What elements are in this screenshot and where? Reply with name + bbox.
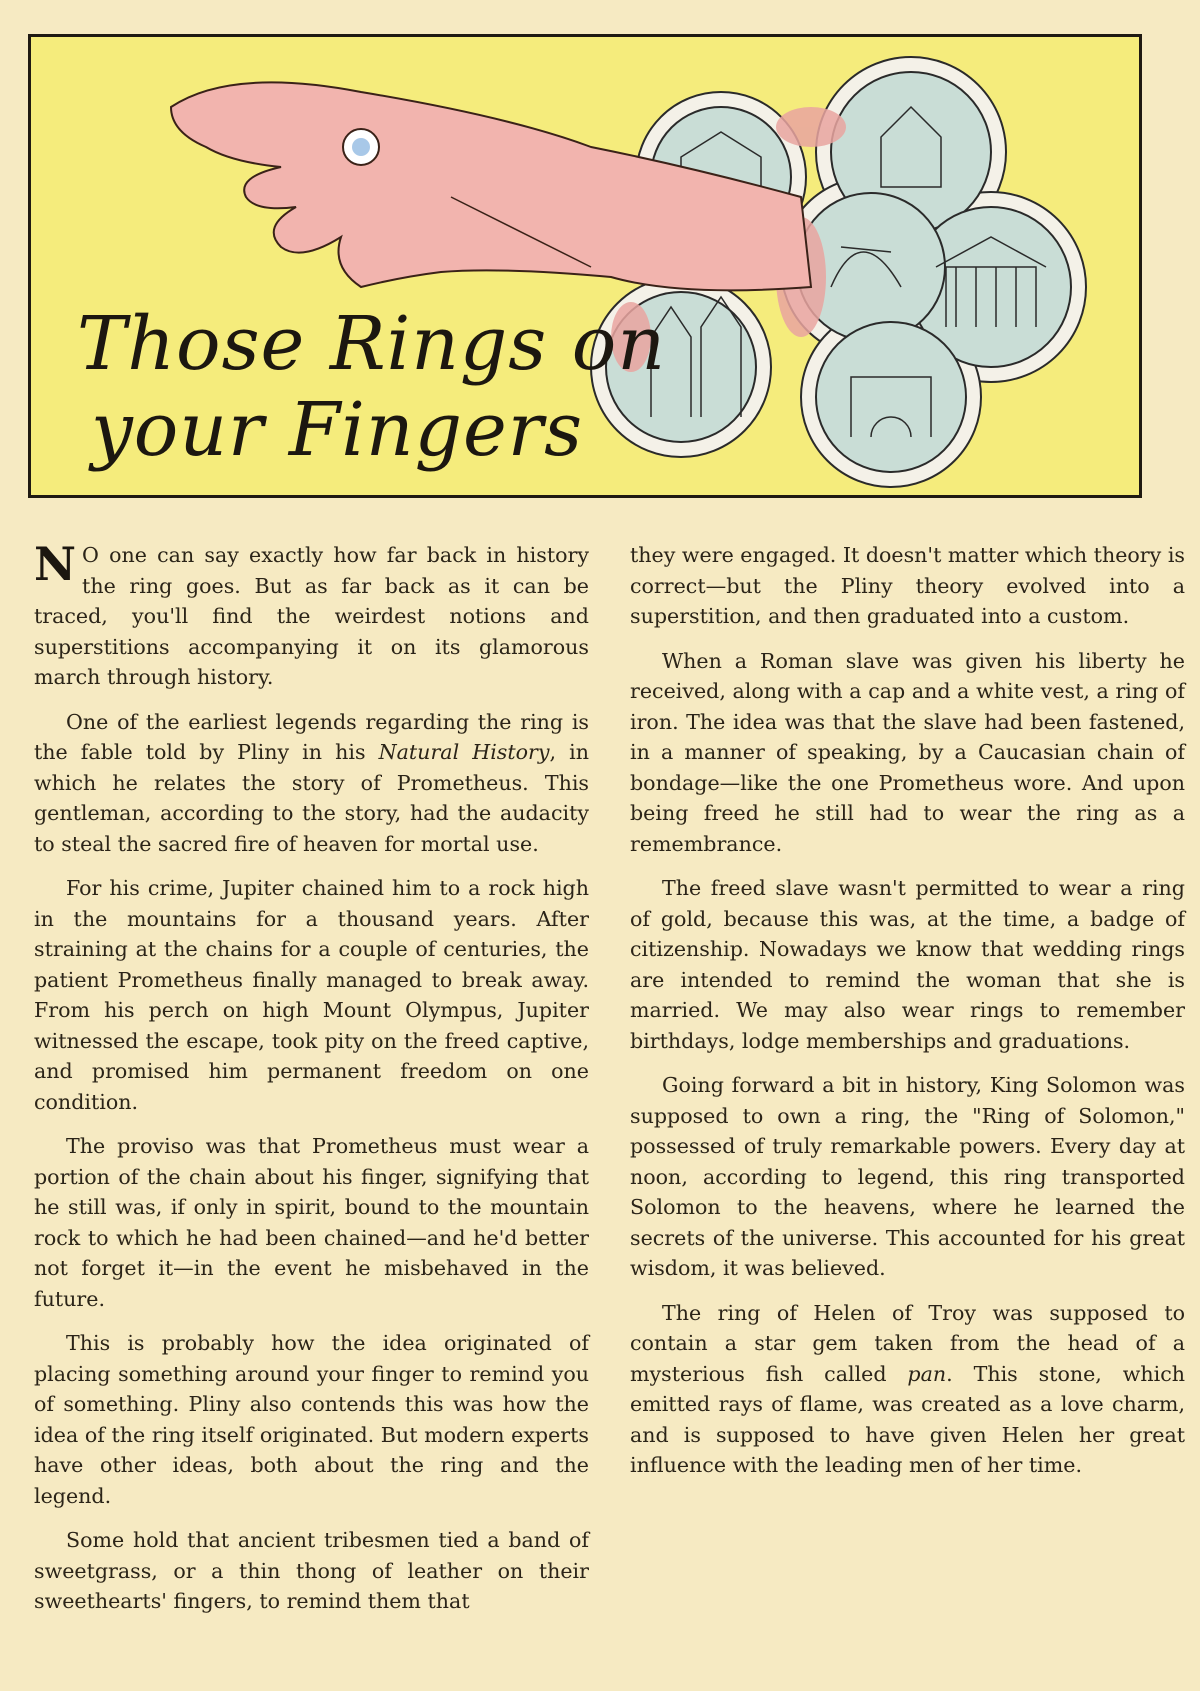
- paragraph: This is probably how the idea originated of placing something around your finger to remind you of something. Pliny also contends this was how the idea of the ring itself originated. But modern experts have other ideas, both about the ring and the legend.: [34, 1331, 589, 1508]
- paragraph: One of the earliest legends regarding the ring is the fable told by Pliny in his Natural History, in which he relates the story of Prometheus. This gentleman, according to the story, had the audacity to steal the sacred fire of heaven for mortal use.: [34, 709, 589, 856]
- paragraph: Going forward a bit in history, King Solomon was supposed to own a ring, the "Ring of Solomon," possessed of truly remarkable powers. Every day at noon, according to legend, this ring transported Solomon to the heavens, where he learned the secrets of the universe. This accounted for his great wisdom, it was believed.: [630, 1073, 1185, 1280]
- header-illustration-panel: [28, 34, 1142, 498]
- paragraph: they were engaged. It doesn't matter which theory is correct—but the Pliny theory evolved into a superstition, and then graduated into a custom.: [630, 543, 1185, 628]
- paragraph: Some hold that ancient tribesmen tied a band of sweetgrass, or a thin thong of leather on their sweethearts' fingers, to remind them that: [34, 1528, 589, 1613]
- paragraph: The freed slave wasn't permitted to wear a ring of gold, because this was, at the time, a badge of citizenship. Nowadays we know that wedding rings are intended to remind the woman that she is married. We may also wear rings to remember birthdays, lodge memberships and graduations.: [630, 876, 1185, 1053]
- article-column-left: [34, 537, 589, 1631]
- page-title-line-2: your Fingers: [91, 387, 584, 473]
- fish-name: pan: [907, 1361, 947, 1386]
- page-title-line-1: Those Rings on: [77, 301, 666, 387]
- paragraph: The ring of Helen of Troy was supposed to contain a star gem taken from the head of a mysterious fish called pan. This stone, which emitted rays of flame, was created as a love charm, and is supposed to have given Helen her great influence with the leading men of her time.: [630, 1300, 1186, 1477]
- paragraph: The proviso was that Prometheus must wear a portion of the chain about his finger, signifying that he still was, if only in spirit, bound to the mountain rock to which he had been chained—and he'd better not forget it—in the event he misbehaved in the future.: [34, 1134, 589, 1311]
- drop-cap: N: [34, 537, 77, 591]
- article-column-right: [630, 540, 1185, 1495]
- paragraph: When a Roman slave was given his liberty he received, along with a cap and a white vest, a ring of iron. The idea was that the slave had been fastened, in a manner of speaking, by a Caucasian chain of bondage—like the one Prometheus wore. And upon being freed he still had to wear the ring as a remembrance.: [630, 648, 1185, 856]
- paragraph: N O one can say exactly how far back in history the ring goes. But as far back as it can be traced, you'll find the weirdest notions and superstitions accompanying it on its glamorous march through history.: [34, 537, 589, 689]
- paragraph: For his crime, Jupiter chained him to a rock high in the mountains for a thousand years. After straining at the chains for a couple of centuries, the patient Prometheus finally managed to break away. From his perch on high Mount Olympus, Jupiter witnessed the escape, took pity on the freed captive, and promised him permanent freedom on one condition.: [34, 876, 589, 1114]
- book-title: Natural History: [378, 740, 550, 764]
